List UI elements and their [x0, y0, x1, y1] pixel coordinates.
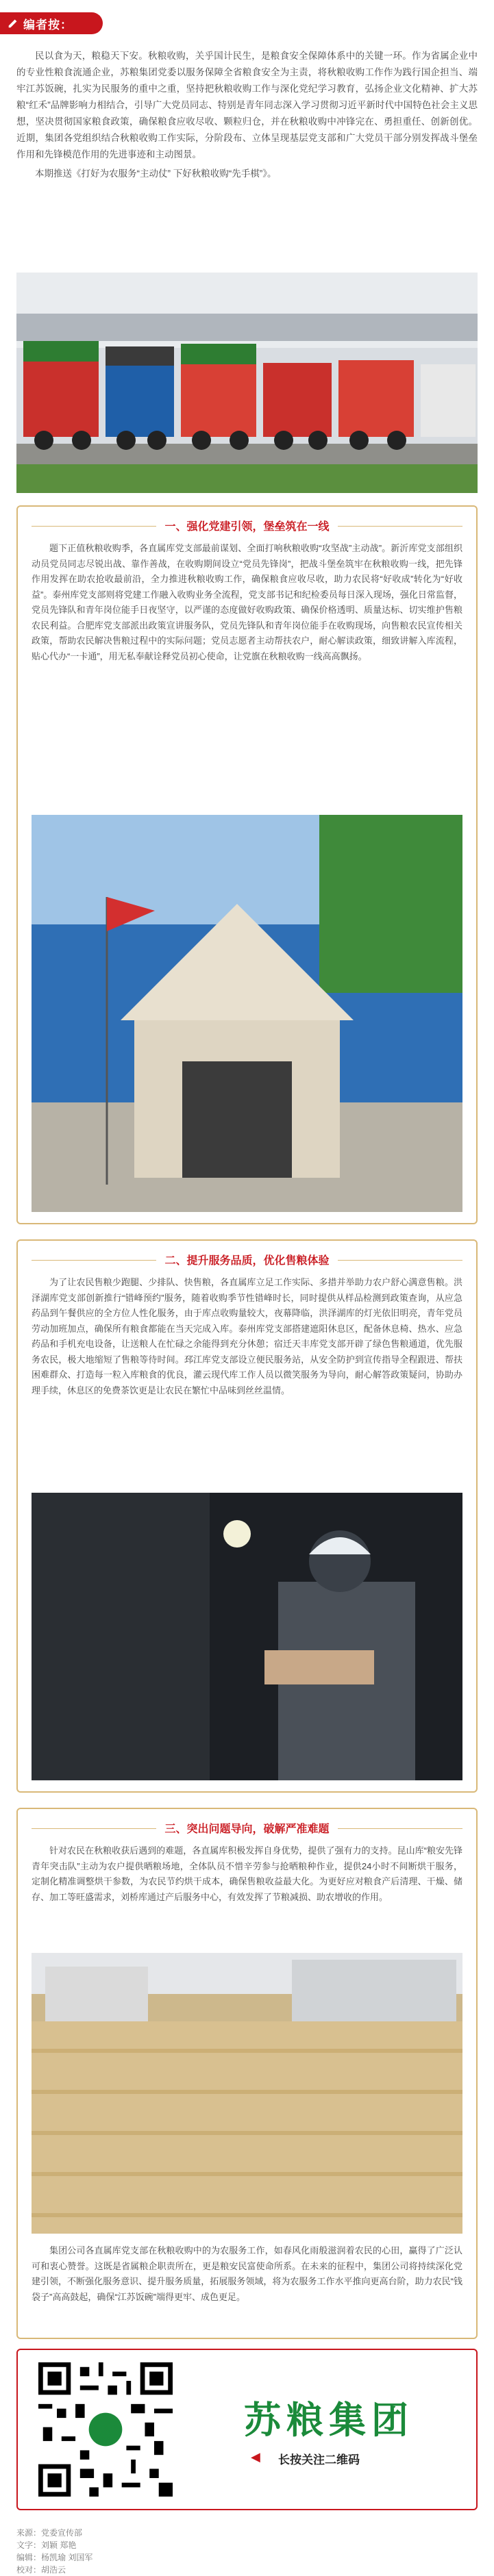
section-3-panel	[16, 1808, 478, 2339]
credits	[16, 2527, 92, 2576]
section-3-closing-paragraph: 集团公司各直属库党支部在秋粮收购中的为农服务工作，如春风化雨般滋润着农民的心田，赢得了广泛认可和衷心赞誉。这既是省属粮企职责所在，更是粮安民富使命所系。在未来的征程中，集团公司将持续深化党建引领，不断强化服务意识、提升服务质量，拓展服务领域，将为农服务工作水平推向更高台阶，助力农民“钱袋子”高高鼓起，确保“江苏饭碗”端得更牢、成色更足。	[32, 2245, 462, 2302]
section-1-paragraph: 题下正值秋粮收购季，各直属库党支部最前谋划、全面打响秋粮收购“攻坚战”主动战”。新沂库党支部组织动员党员同志尽锐出战、靠作善战，在收购期间设立“党员先锋岗”，把战斗堡垒筑牢在秋粮收购一线，把先锋作用发挥在助农抢收最前沿，全力推进秋粮收购工作，确保粮食应收尽收，助力农民将“好收成”转化为“好收益”。泰州库党支部则将党建工作融入收购业务全流程，党支部书记和纪检委员每日深入现场，强化日常监督，党员先锋队和青年岗位能手日夜坚守，以严谨的态度做好收购政策、确保价格透明、质量达标、切实维护售粮农民利益。合肥库党支部派出政策宣讲服务队，党员先锋队和青年岗位能手在收购现场，向售粮农民宣传相关政策，帮助农民解决售粮过程中的实际问题；党员志愿者主动帮扶农户，耐心解读政策，细致讲解入库流程，贴心代办“一卡通”，用无私奉献诠释党员初心使命，让党旗在秋粮收购一线高高飘扬。	[32, 543, 462, 661]
section-3-title: 三、突出问题导向，破解严准难题	[156, 1820, 337, 1836]
section-1-header	[18, 518, 476, 533]
grain-drying-photo	[32, 1953, 462, 2234]
section-2-text	[32, 1275, 462, 1398]
footer-qr-box	[16, 2349, 478, 2510]
section-2-header	[18, 1252, 476, 1267]
section-1-text	[32, 541, 462, 664]
rest-tent-photo	[32, 815, 462, 1212]
section-3-paragraph: 针对农民在秋粮收获后遇到的难题，各直属库积极发挥自身优势，提供了强有力的支持。昆山库“粮安先锋青年突击队”主动为农户提供晒粮场地，全体队员不惜辛劳参与抢晒粮种作业，提供24小时不间断烘干服务，定制化精准调整烘干参数，为农民节约烘干成本，确保售粮收益最大化。为更好应对粮食产后清理、干燥、储存、加工等旺盛需求，刘桥库通过产后服务中心，有效发挥了节粮减损、助农增收的作用。	[32, 1845, 462, 1902]
intro-text	[16, 48, 478, 185]
credit-proofread: 校对：胡浩云	[16, 2565, 66, 2575]
arrow-left-icon: ◀	[251, 2450, 260, 2464]
pen-icon	[7, 16, 19, 29]
trucks-photo	[16, 273, 478, 493]
intro-paragraph: 民以食为天，粮稳天下安。秋粮收购，关乎国计民生，是粮食安全保障体系中的关键一环。作为省属企业中的专业性粮食流通企业，苏粮集团党委以服务保障全省粮食安全为主责，将秋粮收购工作作为践行国企担当、端牢江苏饭碗，扎实为民服务的重中之重，坚持把秋粮收购工作与深化党纪学习教育，弘扬企业文化精神、扩大苏粮“红禾”品牌影响力相结合，引导广大党员同志、特别是青年同志深入学习贯彻习近平新时代中国特色社会主义思想，坚决贯彻国家粮食政策，确保粮食应收尽收、颗粒归仓，并在秋粮收购中冲锋完在、勇担重任、创新创优。近期，集团各党组织结合秋粮收购工作实际，分阶段布、立体呈现基层党支部和广大党员干部分别发挥战斗堡垒作用和先锋模范作用的先进事迹和主动图景。	[16, 51, 478, 160]
brand-name: 苏粮集团	[244, 2398, 414, 2442]
section-2-panel	[16, 1239, 478, 1793]
credit-source: 来源：党委宣传部	[16, 2528, 83, 2538]
credit-editor: 编辑：杨凯瑜 刘国军	[16, 2553, 93, 2562]
section-1-panel	[16, 505, 478, 1224]
qr-code-icon[interactable]	[38, 2362, 173, 2497]
section-1-title: 一、强化党建引领，堡垒筑在一线	[156, 518, 337, 533]
editor-tag-label: 编者按：	[23, 18, 73, 31]
scan-prompt: 长按关注二维码	[278, 2453, 360, 2466]
section-3-closing-text	[32, 2243, 462, 2305]
section-2-paragraph: 为了让农民售粮少跑腿、少排队、快售粮，各直属库立足工作实际、多措并举助力农户舒心满意售粮。洪泽湖库党支部创新推行“错峰预约”服务，随着收购季节性错峰时长，同时提供从样品检测到政策查询，从应急药品到午餐供应的全方位人性化服务，由于库点收购量较大，夜幕降临，洪泽湖库的灯光依旧明亮，青年党员劳动加班加点，确保所有粮食都能在当天完成入库。泰州库党支部搭建遮阳休息区，配备休息椅、热水、应急药品和手机充电设备，让送粮人在忙碌之余能得到充分休憩；宿迁天丰库党支部开辟了绿色售粮通道，优先服务农民，极大地缩短了售粮等待时间。邳江库党支部设立便民服务站，从安全防护到宣传指导全程跟进、帮扶困难群众、打造每一粒入库粮食的优良，灌云现代库工作人员以微笑服务为导向，耐心解答政策疑问，协助办理手续，休息区的免费茶饮更是让农民在繁忙中品味到丝丝温情。	[32, 1277, 462, 1396]
section-2-title: 二、提升服务品质，优化售粮体验	[156, 1252, 337, 1267]
editor-note-tag	[0, 0, 110, 38]
night-inspection-photo	[32, 1493, 462, 1780]
credit-text: 文字：刘颖 郑艳	[16, 2540, 77, 2550]
section-3-header	[18, 1820, 476, 1836]
intro-paragraph: 本期推送《打好为农服务“主动仗” 下好秋粮收购“先手棋”》。	[35, 168, 277, 179]
section-3-text	[32, 1843, 462, 1905]
